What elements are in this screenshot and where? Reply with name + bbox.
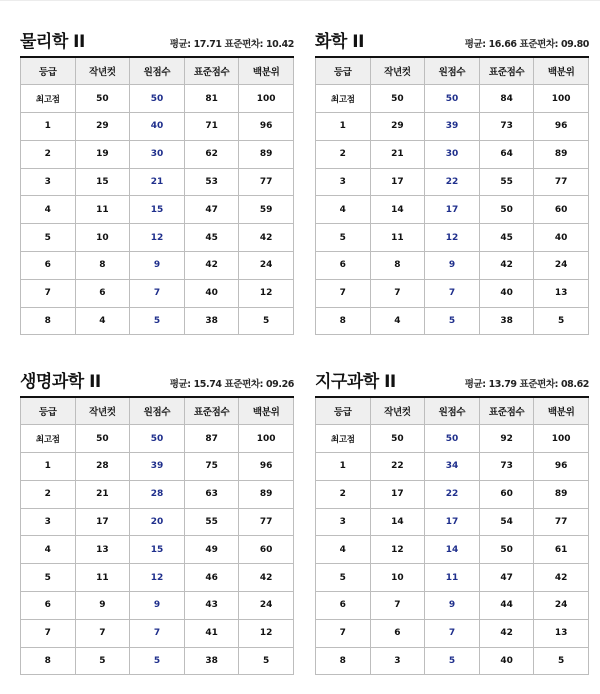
standard-score-cell: 55: [479, 168, 534, 196]
column-header: 원점수: [425, 57, 480, 85]
grade-cell: 3: [316, 168, 371, 196]
percentile-cell: 96: [534, 453, 589, 481]
last-year-cut-cell: 12: [370, 536, 425, 564]
grade-cell: 6: [21, 592, 76, 620]
percentile-cell: 77: [239, 168, 294, 196]
last-year-cut-cell: 21: [370, 140, 425, 168]
percentile-cell: 5: [534, 647, 589, 675]
table-row: [316, 592, 589, 620]
table-row: [316, 480, 589, 508]
section-header: [315, 28, 589, 52]
section-stats: 평균: 13.79 표준편차: 08.62: [464, 379, 589, 390]
raw-score-cell: 15: [130, 536, 185, 564]
raw-score-cell: 9: [130, 592, 185, 620]
standard-score-cell: 40: [184, 279, 239, 307]
grade-cell: 최고점: [316, 85, 371, 113]
standard-score-cell: 75: [184, 453, 239, 481]
table-row: [316, 564, 589, 592]
standard-score-cell: 40: [479, 647, 534, 675]
raw-score-cell: 5: [130, 307, 185, 335]
last-year-cut-cell: 17: [75, 508, 130, 536]
percentile-cell: 77: [239, 508, 294, 536]
table-row: [21, 453, 294, 481]
grade-cell: 2: [21, 140, 76, 168]
percentile-cell: 61: [534, 536, 589, 564]
raw-score-cell: 7: [425, 279, 480, 307]
column-header: 원점수: [130, 57, 185, 85]
section-title: 지구과학 II: [315, 372, 396, 392]
table-header-row: [21, 397, 294, 425]
column-header: 등급: [316, 57, 371, 85]
grade-cell: 2: [21, 480, 76, 508]
raw-score-cell: 50: [425, 425, 480, 453]
last-year-cut-cell: 7: [75, 619, 130, 647]
last-year-cut-cell: 11: [75, 196, 130, 224]
standard-score-cell: 92: [479, 425, 534, 453]
raw-score-cell: 5: [130, 647, 185, 675]
table-row: [316, 647, 589, 675]
raw-score-cell: 9: [425, 592, 480, 620]
percentile-cell: 5: [239, 307, 294, 335]
percentile-cell: 100: [534, 85, 589, 113]
last-year-cut-cell: 29: [75, 113, 130, 141]
grade-cell: 3: [21, 508, 76, 536]
last-year-cut-cell: 17: [370, 480, 425, 508]
column-header: 작년컷: [370, 397, 425, 425]
standard-score-cell: 38: [184, 307, 239, 335]
last-year-cut-cell: 28: [75, 453, 130, 481]
table-header-row: [316, 397, 589, 425]
table-row: [316, 508, 589, 536]
last-year-cut-cell: 21: [75, 480, 130, 508]
table-row: [316, 619, 589, 647]
table-header-row: [21, 57, 294, 85]
table-row: [316, 425, 589, 453]
grade-cell: 7: [21, 619, 76, 647]
last-year-cut-cell: 4: [370, 307, 425, 335]
table-row: [316, 196, 589, 224]
grade-cell: 7: [316, 619, 371, 647]
grade-cell: 7: [21, 279, 76, 307]
raw-score-cell: 5: [425, 647, 480, 675]
percentile-cell: 5: [239, 647, 294, 675]
table-row: [21, 536, 294, 564]
percentile-cell: 100: [239, 85, 294, 113]
grade-cell: 4: [21, 536, 76, 564]
raw-score-cell: 7: [425, 619, 480, 647]
table-row: [21, 564, 294, 592]
table-row: [21, 592, 294, 620]
grade-cell: 1: [316, 453, 371, 481]
grade-cell: 최고점: [316, 425, 371, 453]
column-header: 원점수: [130, 397, 185, 425]
grade-cell: 7: [316, 279, 371, 307]
standard-score-cell: 50: [479, 536, 534, 564]
table-row: [21, 196, 294, 224]
grade-cell: 5: [21, 564, 76, 592]
grade-cell: 최고점: [21, 85, 76, 113]
percentile-cell: 24: [534, 252, 589, 280]
standard-score-cell: 81: [184, 85, 239, 113]
grade-cell: 5: [316, 224, 371, 252]
raw-score-cell: 40: [130, 113, 185, 141]
raw-score-cell: 7: [130, 279, 185, 307]
table-row: [21, 279, 294, 307]
column-header: 등급: [316, 397, 371, 425]
standard-score-cell: 42: [479, 619, 534, 647]
section-title: 화학 II: [315, 32, 364, 52]
grade-cell: 1: [21, 113, 76, 141]
table-row: [316, 279, 589, 307]
grade-cell: 6: [316, 592, 371, 620]
raw-score-cell: 5: [425, 307, 480, 335]
standard-score-cell: 42: [184, 252, 239, 280]
raw-score-cell: 22: [425, 480, 480, 508]
table-row: [316, 536, 589, 564]
last-year-cut-cell: 7: [370, 279, 425, 307]
standard-score-cell: 38: [479, 307, 534, 335]
last-year-cut-cell: 7: [370, 592, 425, 620]
last-year-cut-cell: 6: [370, 619, 425, 647]
standard-score-cell: 53: [184, 168, 239, 196]
last-year-cut-cell: 15: [75, 168, 130, 196]
section-stats: 평균: 16.66 표준편차: 09.80: [464, 39, 589, 50]
percentile-cell: 12: [239, 279, 294, 307]
column-header: 표준점수: [184, 397, 239, 425]
raw-score-cell: 20: [130, 508, 185, 536]
percentile-cell: 42: [534, 564, 589, 592]
column-header: 작년컷: [75, 57, 130, 85]
section-biology-2: [20, 368, 294, 675]
standard-score-cell: 73: [479, 453, 534, 481]
standard-score-cell: 60: [479, 480, 534, 508]
grade-cell: 6: [316, 252, 371, 280]
raw-score-cell: 7: [130, 619, 185, 647]
raw-score-cell: 12: [425, 224, 480, 252]
raw-score-cell: 14: [425, 536, 480, 564]
column-header: 백분위: [534, 57, 589, 85]
grade-cell: 2: [316, 140, 371, 168]
last-year-cut-cell: 6: [75, 279, 130, 307]
table-row: [21, 619, 294, 647]
raw-score-cell: 9: [425, 252, 480, 280]
percentile-cell: 13: [534, 619, 589, 647]
column-header: 작년컷: [75, 397, 130, 425]
percentile-cell: 24: [239, 592, 294, 620]
column-header: 작년컷: [370, 57, 425, 85]
standard-score-cell: 45: [184, 224, 239, 252]
raw-score-cell: 50: [130, 425, 185, 453]
table-row: [21, 307, 294, 335]
percentile-cell: 89: [534, 140, 589, 168]
grade-cell: 8: [21, 307, 76, 335]
column-header: 백분위: [534, 397, 589, 425]
grade-cell: 4: [316, 196, 371, 224]
standard-score-cell: 62: [184, 140, 239, 168]
percentile-cell: 60: [239, 536, 294, 564]
standard-score-cell: 49: [184, 536, 239, 564]
last-year-cut-cell: 50: [75, 85, 130, 113]
grade-cell: 3: [21, 168, 76, 196]
standard-score-cell: 63: [184, 480, 239, 508]
standard-score-cell: 41: [184, 619, 239, 647]
last-year-cut-cell: 10: [370, 564, 425, 592]
section-physics-2: [20, 28, 294, 335]
standard-score-cell: 64: [479, 140, 534, 168]
grade-cell: 3: [316, 508, 371, 536]
last-year-cut-cell: 14: [370, 508, 425, 536]
column-header: 등급: [21, 57, 76, 85]
score-table: [20, 56, 294, 335]
percentile-cell: 59: [239, 196, 294, 224]
grade-cell: 최고점: [21, 425, 76, 453]
grade-cell: 8: [316, 307, 371, 335]
table-row: [316, 224, 589, 252]
last-year-cut-cell: 9: [75, 592, 130, 620]
raw-score-cell: 39: [425, 113, 480, 141]
standard-score-cell: 54: [479, 508, 534, 536]
percentile-cell: 60: [534, 196, 589, 224]
section-header: [315, 368, 589, 392]
standard-score-cell: 55: [184, 508, 239, 536]
raw-score-cell: 30: [130, 140, 185, 168]
table-row: [21, 508, 294, 536]
table-row: [21, 647, 294, 675]
table-row: [316, 85, 589, 113]
raw-score-cell: 28: [130, 480, 185, 508]
section-stats: 평균: 15.74 표준편차: 09.26: [169, 379, 294, 390]
top-divider: [0, 0, 600, 1]
percentile-cell: 100: [239, 425, 294, 453]
table-header-row: [316, 57, 589, 85]
percentile-cell: 13: [534, 279, 589, 307]
last-year-cut-cell: 5: [75, 647, 130, 675]
column-header: 백분위: [239, 397, 294, 425]
table-row: [21, 85, 294, 113]
raw-score-cell: 12: [130, 564, 185, 592]
grade-cell: 1: [21, 453, 76, 481]
section-header: [20, 368, 294, 392]
percentile-cell: 96: [239, 453, 294, 481]
table-row: [21, 480, 294, 508]
percentile-cell: 24: [239, 252, 294, 280]
percentile-cell: 96: [239, 113, 294, 141]
standard-score-cell: 40: [479, 279, 534, 307]
last-year-cut-cell: 50: [370, 425, 425, 453]
percentile-cell: 42: [239, 564, 294, 592]
grade-cell: 4: [21, 196, 76, 224]
last-year-cut-cell: 13: [75, 536, 130, 564]
last-year-cut-cell: 11: [75, 564, 130, 592]
percentile-cell: 5: [534, 307, 589, 335]
last-year-cut-cell: 10: [75, 224, 130, 252]
grade-cell: 4: [316, 536, 371, 564]
column-header: 표준점수: [479, 57, 534, 85]
last-year-cut-cell: 50: [370, 85, 425, 113]
raw-score-cell: 22: [425, 168, 480, 196]
last-year-cut-cell: 4: [75, 307, 130, 335]
section-stats: 평균: 17.71 표준편차: 10.42: [169, 39, 294, 50]
table-row: [316, 453, 589, 481]
last-year-cut-cell: 8: [75, 252, 130, 280]
raw-score-cell: 9: [130, 252, 185, 280]
percentile-cell: 24: [534, 592, 589, 620]
raw-score-cell: 12: [130, 224, 185, 252]
table-row: [21, 425, 294, 453]
last-year-cut-cell: 19: [75, 140, 130, 168]
last-year-cut-cell: 8: [370, 252, 425, 280]
section-header: [20, 28, 294, 52]
table-row: [21, 113, 294, 141]
section-title: 물리학 II: [20, 32, 85, 52]
score-table: [20, 396, 294, 675]
standard-score-cell: 84: [479, 85, 534, 113]
standard-score-cell: 43: [184, 592, 239, 620]
table-row: [316, 252, 589, 280]
grade-cell: 5: [316, 564, 371, 592]
column-header: 백분위: [239, 57, 294, 85]
raw-score-cell: 50: [425, 85, 480, 113]
percentile-cell: 89: [239, 140, 294, 168]
raw-score-cell: 21: [130, 168, 185, 196]
column-header: 원점수: [425, 397, 480, 425]
last-year-cut-cell: 50: [75, 425, 130, 453]
score-table: [315, 56, 589, 335]
column-header: 표준점수: [184, 57, 239, 85]
table-row: [21, 140, 294, 168]
last-year-cut-cell: 3: [370, 647, 425, 675]
percentile-cell: 42: [239, 224, 294, 252]
raw-score-cell: 30: [425, 140, 480, 168]
table-row: [316, 113, 589, 141]
raw-score-cell: 39: [130, 453, 185, 481]
column-header: 등급: [21, 397, 76, 425]
percentile-cell: 89: [534, 480, 589, 508]
section-chemistry-2: [315, 28, 589, 335]
percentile-cell: 12: [239, 619, 294, 647]
standard-score-cell: 73: [479, 113, 534, 141]
standard-score-cell: 87: [184, 425, 239, 453]
grade-cell: 6: [21, 252, 76, 280]
table-row: [316, 140, 589, 168]
last-year-cut-cell: 17: [370, 168, 425, 196]
percentile-cell: 96: [534, 113, 589, 141]
score-table: [315, 396, 589, 675]
table-row: [21, 252, 294, 280]
raw-score-cell: 50: [130, 85, 185, 113]
raw-score-cell: 17: [425, 508, 480, 536]
last-year-cut-cell: 22: [370, 453, 425, 481]
standard-score-cell: 45: [479, 224, 534, 252]
raw-score-cell: 15: [130, 196, 185, 224]
standard-score-cell: 42: [479, 252, 534, 280]
percentile-cell: 100: [534, 425, 589, 453]
standard-score-cell: 71: [184, 113, 239, 141]
grade-cell: 8: [21, 647, 76, 675]
grade-cell: 5: [21, 224, 76, 252]
last-year-cut-cell: 29: [370, 113, 425, 141]
standard-score-cell: 38: [184, 647, 239, 675]
standard-score-cell: 47: [184, 196, 239, 224]
percentile-cell: 77: [534, 508, 589, 536]
percentile-cell: 40: [534, 224, 589, 252]
grade-cell: 2: [316, 480, 371, 508]
raw-score-cell: 17: [425, 196, 480, 224]
section-earth-science-2: [315, 368, 589, 675]
standard-score-cell: 44: [479, 592, 534, 620]
table-row: [21, 224, 294, 252]
table-row: [21, 168, 294, 196]
section-title: 생명과학 II: [20, 372, 101, 392]
grade-cell: 1: [316, 113, 371, 141]
table-row: [316, 168, 589, 196]
standard-score-cell: 47: [479, 564, 534, 592]
raw-score-cell: 11: [425, 564, 480, 592]
grade-cell: 8: [316, 647, 371, 675]
percentile-cell: 89: [239, 480, 294, 508]
last-year-cut-cell: 14: [370, 196, 425, 224]
column-header: 표준점수: [479, 397, 534, 425]
standard-score-cell: 46: [184, 564, 239, 592]
table-row: [316, 307, 589, 335]
standard-score-cell: 50: [479, 196, 534, 224]
percentile-cell: 77: [534, 168, 589, 196]
raw-score-cell: 34: [425, 453, 480, 481]
last-year-cut-cell: 11: [370, 224, 425, 252]
